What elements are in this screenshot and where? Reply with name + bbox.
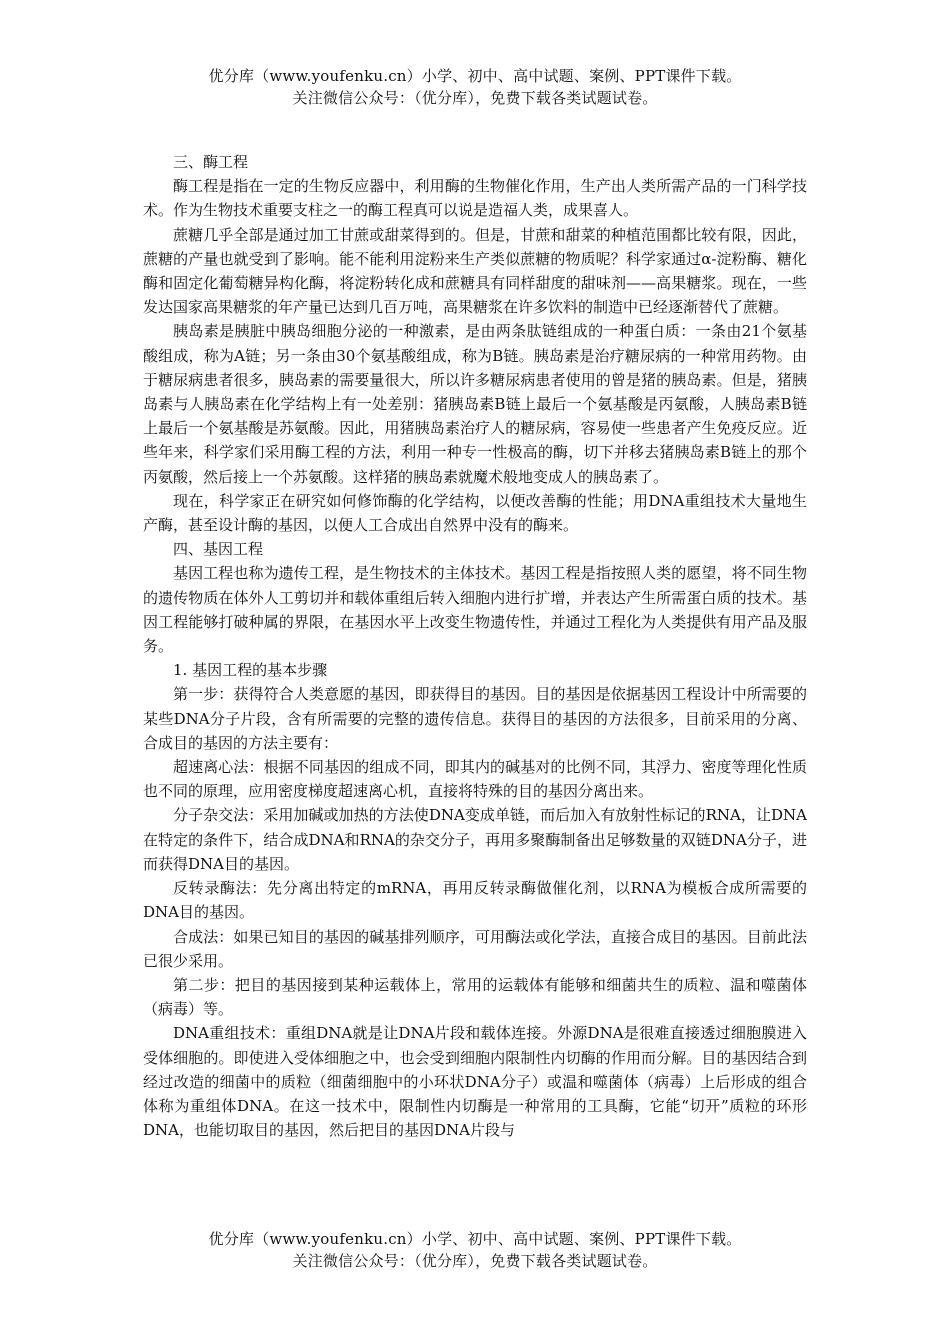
header-line-2: 关注微信公众号：（优分库），免费下载各类试题试卷。 (292, 89, 658, 107)
paragraph: 超速离心法：根据不同基因的组成不同，即其内的碱基对的比例不同，其浮力、密度等理化性质也不同的原理，应用密度梯度超速离心机，直接将特殊的目的基因分离出来。 (143, 758, 807, 801)
paragraph: 第二步：把目的基因接到某种运载体上，常用的运载体有能够和细菌共生的质粒、温和噬菌体（病毒）等。 (143, 975, 807, 1019)
section-heading-enzyme-engineering: 三、酶工程 (173, 153, 249, 171)
paragraph: 酶工程是指在一定的生物反应器中，利用酶的生物催化作用，生产出人类所需产品的一门科学技术。作为生物技术重要支柱之一的酶工程真可以说是造福人类，成果喜人。 (143, 177, 807, 220)
paragraph: 合成法：如果已知目的基因的碱基排列顺序，可用酶法或化学法，直接合成目的基因。目前此法已很少采用。 (143, 927, 807, 970)
paragraph: 基因工程也称为遗传工程，是生物技术的主体技术。基因工程是指按照人类的愿望，将不同生物的遗传物质在体外人工剪切并和载体重组后转入细胞内进行扩增，并表达产生所需蛋白质的技术。基因工程能够打破种属的界限，在基因水平上改变生物遗传性，并通过工程化为人类提供有用产品及服务。 (143, 564, 807, 656)
paragraph: 蔗糖几乎全部是通过加工甘蔗或甜菜得到的。但是，甘蔗和甜菜的种植范围都比较有限，因此，蔗糖的产量也就受到了影响。能不能利用淀粉来生产类似蔗糖的物质呢？科学家通过α-淀粉酶、糖化酶和固定化葡萄糖异构化酶，将淀粉转化成和蔗糖具有同样甜度的甜味剂——高果糖浆。现在，一些发达国家高果糖浆的年产量已达到几百万吨，高果糖浆在许多饮料的制造中已经逐渐替代了蔗糖。 (143, 225, 807, 317)
paragraph: 胰岛素是胰脏中胰岛细胞分泌的一种激素，是由两条肽链组成的一种蛋白质：一条由21个氨基酸组成，称为A链；另一条由30个氨基酸组成，称为B链。胰岛素是治疗糖尿病的一种常用药物。由于糖尿病患者很多，胰岛素的需要量很大，所以许多糖尿病患者使用的曾是猪的胰岛素。但是，猪胰岛素与人胰岛素在化学结构上有一处差别：猪胰岛素B链上最后一个氨基酸是丙氨酸，人胰岛素B链上最后一个氨基酸是苏氨酸。因此，用猪胰岛素治疗人的糖尿病，容易使一些患者产生免疫反应。近些年来，科学家们采用酶工程的方法，利用一种专一性极高的酶，切下并移去猪胰岛素B链上的那个丙氨酸，然后接上一个苏氨酸。这样猪的胰岛素就魔术般地变成人的胰岛素了。 (143, 322, 807, 486)
footer-line-1: 优分库（www.youfenku.cn）小学、初中、高中试题、案例、PPT课件下载。 (208, 1230, 742, 1248)
paragraph: 分子杂交法：采用加碱或加热的方法使DNA变成单链，而后加入有放射性标记的RNA，让DNA在特定的条件下，结合成DNA和RNA的杂交分子，再用多聚酶制备出足够数量的双链DNA分子，进而获得DNA目的基因。 (143, 806, 807, 873)
subsection-heading-basic-steps: 1. 基因工程的基本步骤 (173, 661, 328, 680)
page-footer (0, 1228, 950, 1272)
section-heading-gene-engineering: 四、基因工程 (173, 540, 264, 559)
paragraph: 第一步：获得符合人类意愿的基因，即获得目的基因。目的基因是依据基因工程设计中所需要的某些DNA分子片段，含有所需要的完整的遗传信息。获得目的基因的方法很多，目前采用的分离、合成目的基因的方法主要有： (143, 685, 807, 752)
paragraph: DNA重组技术：重组DNA就是让DNA片段和载体连接。外源DNA是很难直接透过细胞膜进入受体细胞的。即使进入受体细胞之中，也会受到细胞内限制性内切酶的作用而分解。目的基因结合到经过改造的细菌中的质粒（细菌细胞中的小环状DNA分子）或温和噬菌体（病毒）上后形成的组合体称为重组体DNA。在这一技术中，限制性内切酶是一种常用的工具酶，它能“切开”质粒的环形DNA，也能切取目的基因，然后把目的基因DNA片段与 (143, 1024, 807, 1140)
paragraph: 反转录酶法：先分离出特定的mRNA，再用反转录酶做催化剂，以RNA为模板合成所需要的DNA目的基因。 (143, 879, 807, 922)
document-body (143, 150, 807, 1142)
header-line-1: 优分库（www.youfenku.cn）小学、初中、高中试题、案例、PPT课件下载。 (208, 67, 742, 85)
paragraph: 现在，科学家正在研究如何修饰酶的化学结构，以便改善酶的性能；用DNA重组技术大量地生产酶，甚至设计酶的基因，以便人工合成出自然界中没有的酶来。 (143, 491, 807, 535)
footer-line-2: 关注微信公众号：（优分库），免费下载各类试题试卷。 (292, 1252, 658, 1270)
page-header (0, 65, 950, 109)
